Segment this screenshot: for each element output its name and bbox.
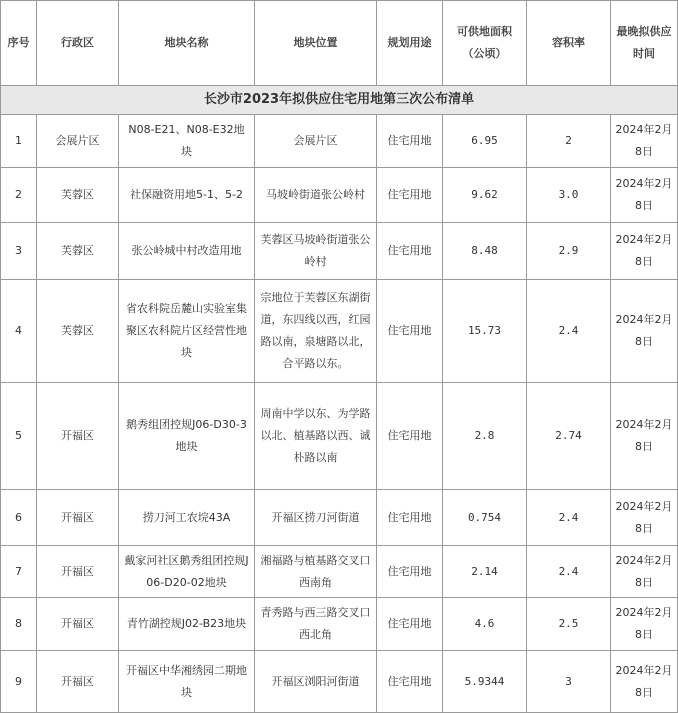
table-row (1, 651, 678, 713)
cell-area: 4.6 (443, 598, 527, 651)
cell-no: 1 (1, 115, 37, 168)
cell-district: 会展片区 (37, 115, 119, 168)
table-row (1, 280, 678, 383)
header-name: 地块名称 (119, 1, 255, 86)
cell-no: 3 (1, 223, 37, 280)
cell-no: 2 (1, 168, 37, 223)
header-no: 序号 (1, 1, 37, 86)
cell-no: 7 (1, 546, 37, 598)
cell-date: 2024年2月8日 (611, 223, 678, 280)
cell-name: N08-E21、N08-E32地块 (119, 115, 255, 168)
header-row (1, 1, 678, 86)
cell-far: 2.5 (527, 598, 611, 651)
cell-area: 2.14 (443, 546, 527, 598)
cell-no: 4 (1, 280, 37, 383)
cell-name: 省农科院岳麓山实验室集聚区农科院片区经营性地块 (119, 280, 255, 383)
cell-area: 15.73 (443, 280, 527, 383)
cell-location: 开福区浏阳河街道 (255, 651, 377, 713)
cell-date: 2024年2月8日 (611, 651, 678, 713)
cell-name: 开福区中华湘绣园二期地块 (119, 651, 255, 713)
cell-no: 9 (1, 651, 37, 713)
cell-far: 2.4 (527, 546, 611, 598)
cell-date: 2024年2月8日 (611, 490, 678, 546)
cell-location: 芙蓉区马坡岭街道张公岭村 (255, 223, 377, 280)
cell-district: 开福区 (37, 383, 119, 490)
cell-far: 3 (527, 651, 611, 713)
cell-far: 2.74 (527, 383, 611, 490)
table-row (1, 115, 678, 168)
cell-name: 青竹湖控规J02-B23地块 (119, 598, 255, 651)
table-row (1, 490, 678, 546)
cell-district: 开福区 (37, 546, 119, 598)
cell-location: 宗地位于芙蓉区东湖街道，东四线以西，红园路以南，泉塘路以北，合平路以东。 (255, 280, 377, 383)
cell-area: 0.754 (443, 490, 527, 546)
cell-date: 2024年2月8日 (611, 280, 678, 383)
cell-use: 住宅用地 (377, 383, 443, 490)
cell-use: 住宅用地 (377, 168, 443, 223)
cell-use: 住宅用地 (377, 598, 443, 651)
cell-district: 芙蓉区 (37, 223, 119, 280)
cell-date: 2024年2月8日 (611, 168, 678, 223)
cell-far: 2 (527, 115, 611, 168)
cell-use: 住宅用地 (377, 651, 443, 713)
header-far: 容积率 (527, 1, 611, 86)
cell-district: 开福区 (37, 490, 119, 546)
header-date: 最晚拟供应时间 (611, 1, 678, 86)
cell-no: 6 (1, 490, 37, 546)
header-area: 可供地面积（公顷） (443, 1, 527, 86)
cell-district: 开福区 (37, 651, 119, 713)
cell-use: 住宅用地 (377, 546, 443, 598)
table-row (1, 223, 678, 280)
cell-area: 5.9344 (443, 651, 527, 713)
table-row (1, 383, 678, 490)
cell-date: 2024年2月8日 (611, 546, 678, 598)
cell-area: 2.8 (443, 383, 527, 490)
cell-date: 2024年2月8日 (611, 598, 678, 651)
cell-use: 住宅用地 (377, 280, 443, 383)
cell-date: 2024年2月8日 (611, 383, 678, 490)
cell-district: 芙蓉区 (37, 168, 119, 223)
cell-area: 6.95 (443, 115, 527, 168)
header-location: 地块位置 (255, 1, 377, 86)
cell-name: 戴家河社区鹅秀组团控规J06-D20-02地块 (119, 546, 255, 598)
cell-location: 湘福路与植基路交叉口西南角 (255, 546, 377, 598)
table-title: 长沙市2023年拟供应住宅用地第三次公布清单 (1, 86, 678, 115)
cell-use: 住宅用地 (377, 115, 443, 168)
cell-name: 张公岭城中村改造用地 (119, 223, 255, 280)
cell-location: 马坡岭街道张公岭村 (255, 168, 377, 223)
header-use: 规划用途 (377, 1, 443, 86)
cell-far: 2.4 (527, 280, 611, 383)
cell-location: 会展片区 (255, 115, 377, 168)
cell-name: 鹅秀组团控规J06-D30-3地块 (119, 383, 255, 490)
table-row (1, 598, 678, 651)
cell-no: 5 (1, 383, 37, 490)
cell-name: 捞刀河工农垸43A (119, 490, 255, 546)
cell-far: 3.0 (527, 168, 611, 223)
cell-name: 社保融资用地5-1、5-2 (119, 168, 255, 223)
cell-location: 青秀路与西三路交叉口西北角 (255, 598, 377, 651)
cell-location: 周南中学以东、为学路以北、植基路以西、诚朴路以南 (255, 383, 377, 490)
cell-area: 9.62 (443, 168, 527, 223)
cell-location: 开福区捞刀河街道 (255, 490, 377, 546)
cell-district: 芙蓉区 (37, 280, 119, 383)
cell-use: 住宅用地 (377, 223, 443, 280)
cell-use: 住宅用地 (377, 490, 443, 546)
header-district: 行政区 (37, 1, 119, 86)
cell-area: 8.48 (443, 223, 527, 280)
cell-date: 2024年2月8日 (611, 115, 678, 168)
cell-no: 8 (1, 598, 37, 651)
cell-district: 开福区 (37, 598, 119, 651)
cell-far: 2.9 (527, 223, 611, 280)
table-row (1, 546, 678, 598)
cell-far: 2.4 (527, 490, 611, 546)
table-row (1, 168, 678, 223)
